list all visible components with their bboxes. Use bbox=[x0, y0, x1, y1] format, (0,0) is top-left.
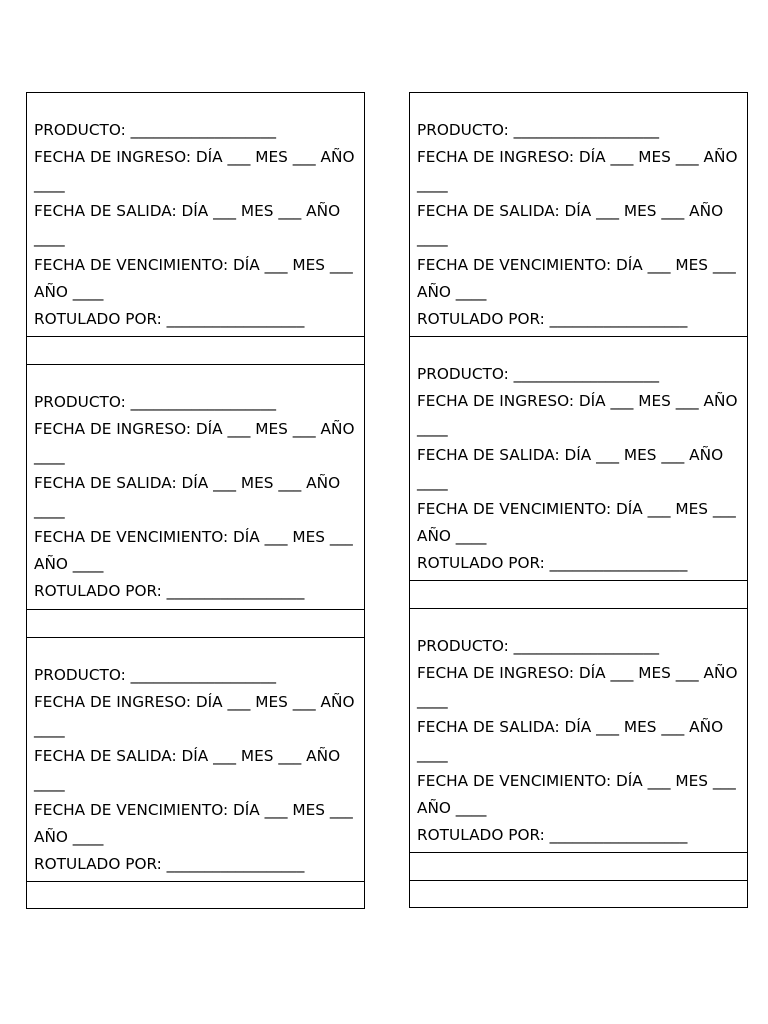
fecha-vencimiento-year-line: AÑO ____ bbox=[417, 799, 487, 817]
producto-line: PRODUCTO: ___________________ bbox=[417, 637, 660, 655]
fecha-salida-year-line: ____ bbox=[417, 229, 448, 247]
fecha-salida-line: FECHA DE SALIDA: DÍA ___ MES ___ AÑO bbox=[34, 747, 341, 765]
rotulado-por-line: ROTULADO POR: __________________ bbox=[417, 554, 688, 572]
product-label-6 bbox=[409, 608, 748, 852]
producto-line: PRODUCTO: ___________________ bbox=[34, 393, 277, 411]
fecha-salida-line: FECHA DE SALIDA: DÍA ___ MES ___ AÑO bbox=[34, 202, 341, 220]
labels-column-left bbox=[26, 92, 365, 909]
label-spacer bbox=[409, 852, 748, 880]
product-label-5 bbox=[26, 637, 365, 881]
fecha-ingreso-year-line: ____ bbox=[34, 175, 65, 193]
rotulado-por-line: ROTULADO POR: __________________ bbox=[417, 826, 688, 844]
fecha-salida-year-line: ____ bbox=[34, 501, 65, 519]
label-spacer bbox=[26, 881, 365, 909]
product-label-3 bbox=[26, 364, 365, 609]
fecha-salida-year-line: ____ bbox=[417, 473, 448, 491]
fecha-ingreso-line: FECHA DE INGRESO: DÍA ___ MES ___ AÑO bbox=[34, 148, 355, 166]
fecha-ingreso-year-line: ____ bbox=[417, 175, 448, 193]
fecha-vencimiento-line: FECHA DE VENCIMIENTO: DÍA ___ MES ___ bbox=[417, 500, 736, 518]
label-spacer bbox=[409, 580, 748, 608]
fecha-ingreso-line: FECHA DE INGRESO: DÍA ___ MES ___ AÑO bbox=[417, 392, 738, 410]
producto-line: PRODUCTO: ___________________ bbox=[34, 121, 277, 139]
fecha-salida-year-line: ____ bbox=[34, 774, 65, 792]
fecha-salida-line: FECHA DE SALIDA: DÍA ___ MES ___ AÑO bbox=[34, 474, 341, 492]
producto-line: PRODUCTO: ___________________ bbox=[417, 365, 660, 383]
fecha-vencimiento-year-line: AÑO ____ bbox=[34, 555, 104, 573]
fecha-salida-year-line: ____ bbox=[34, 229, 65, 247]
fecha-salida-line: FECHA DE SALIDA: DÍA ___ MES ___ AÑO bbox=[417, 446, 724, 464]
label-spacer bbox=[26, 336, 365, 364]
fecha-vencimiento-year-line: AÑO ____ bbox=[417, 527, 487, 545]
fecha-ingreso-line: FECHA DE INGRESO: DÍA ___ MES ___ AÑO bbox=[417, 148, 738, 166]
producto-line: PRODUCTO: ___________________ bbox=[34, 666, 277, 684]
fecha-vencimiento-line: FECHA DE VENCIMIENTO: DÍA ___ MES ___ bbox=[417, 772, 736, 790]
label-spacer bbox=[409, 880, 748, 908]
rotulado-por-line: ROTULADO POR: __________________ bbox=[417, 310, 688, 328]
rotulado-por-line: ROTULADO POR: __________________ bbox=[34, 310, 305, 328]
fecha-vencimiento-line: FECHA DE VENCIMIENTO: DÍA ___ MES ___ bbox=[417, 256, 736, 274]
fecha-ingreso-year-line: ____ bbox=[417, 419, 448, 437]
label-spacer bbox=[26, 609, 365, 637]
fecha-vencimiento-year-line: AÑO ____ bbox=[417, 283, 487, 301]
product-label-2 bbox=[409, 92, 748, 336]
rotulado-por-line: ROTULADO POR: __________________ bbox=[34, 582, 305, 600]
fecha-ingreso-line: FECHA DE INGRESO: DÍA ___ MES ___ AÑO bbox=[34, 693, 355, 711]
fecha-ingreso-year-line: ____ bbox=[34, 720, 65, 738]
product-label-4 bbox=[409, 336, 748, 580]
fecha-ingreso-year-line: ____ bbox=[417, 691, 448, 709]
fecha-salida-line: FECHA DE SALIDA: DÍA ___ MES ___ AÑO bbox=[417, 718, 724, 736]
fecha-ingreso-line: FECHA DE INGRESO: DÍA ___ MES ___ AÑO bbox=[34, 420, 355, 438]
product-label-1 bbox=[26, 92, 365, 336]
fecha-ingreso-year-line: ____ bbox=[34, 447, 65, 465]
fecha-vencimiento-line: FECHA DE VENCIMIENTO: DÍA ___ MES ___ bbox=[34, 801, 353, 819]
fecha-salida-line: FECHA DE SALIDA: DÍA ___ MES ___ AÑO bbox=[417, 202, 724, 220]
fecha-ingreso-line: FECHA DE INGRESO: DÍA ___ MES ___ AÑO bbox=[417, 664, 738, 682]
fecha-vencimiento-line: FECHA DE VENCIMIENTO: DÍA ___ MES ___ bbox=[34, 256, 353, 274]
fecha-vencimiento-year-line: AÑO ____ bbox=[34, 283, 104, 301]
labels-column-right bbox=[409, 92, 748, 908]
rotulado-por-line: ROTULADO POR: __________________ bbox=[34, 855, 305, 873]
fecha-vencimiento-line: FECHA DE VENCIMIENTO: DÍA ___ MES ___ bbox=[34, 528, 353, 546]
fecha-salida-year-line: ____ bbox=[417, 745, 448, 763]
producto-line: PRODUCTO: ___________________ bbox=[417, 121, 660, 139]
fecha-vencimiento-year-line: AÑO ____ bbox=[34, 828, 104, 846]
